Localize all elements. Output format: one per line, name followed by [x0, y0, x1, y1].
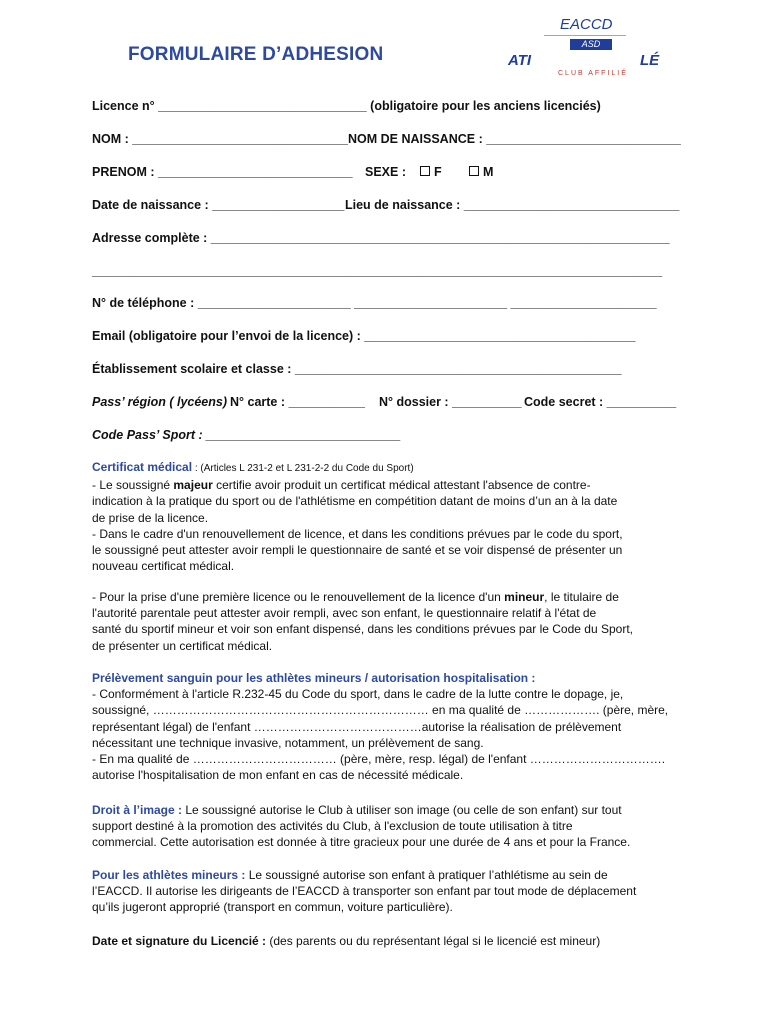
page-title: FORMULAIRE D’ADHESION	[128, 44, 384, 65]
lieu-naissance-field[interactable]: Lieu de naissance : _______________________________	[345, 198, 680, 212]
licence-field[interactable]: Licence n° ______________________________ (obligatoire pour les anciens licenciés)	[92, 99, 601, 113]
prelevement-heading: Prélèvement sanguin pour les athlètes mineurs / autorisation hospitalisation :	[92, 671, 536, 685]
checkbox-m[interactable]	[469, 166, 479, 176]
certificat-mineur-section	[92, 589, 692, 654]
telephone-field[interactable]: N° de téléphone : ______________________ ______________________ _____________________	[92, 296, 657, 310]
athletes-mineurs-line3: qu’ils jugeront approprié (transport en commun, voiture particulière).	[92, 900, 453, 915]
prelevement-line1: - Conformément à l'article R.232-45 du Code du sport, dans le cadre de la lutte contre le dopage, je,	[92, 687, 624, 702]
certificat-p3-text: - Pour la prise d'une première licence ou le renouvellement de la licence d'un	[92, 590, 505, 604]
athletes-mineurs-line1: Le soussigné autorise son enfant à pratiquer l’athlétisme au sein de	[245, 868, 608, 882]
sexe-label: SEXE :	[365, 165, 406, 179]
logo-eaccd: EACCD	[560, 16, 613, 33]
certificat-p3-line4: de présenter un certificat médical.	[92, 638, 273, 653]
droit-image-heading: Droit à l’image :	[92, 803, 183, 817]
droit-image-line1: Le soussigné autorise le Club à utiliser son image (ou celle de son enfant) sur tout	[182, 803, 622, 817]
athletes-mineurs-section	[92, 867, 692, 916]
nom-naissance-field[interactable]: NOM DE NAISSANCE : ____________________________	[348, 132, 681, 146]
prelevement-line2[interactable]: soussigné, …………………………………………………………… en ma qualité de ………………. (père, mère,	[92, 703, 669, 718]
logo-wordmark-right: LÉ	[640, 52, 660, 69]
code-secret-field[interactable]: Code secret : __________	[524, 395, 677, 409]
prelevement-line6: autorise l'hospitalisation de mon enfant en cas de nécessité médicale.	[92, 768, 464, 783]
carte-field[interactable]: N° carte : ___________	[230, 395, 365, 409]
certificat-p2-line1: - Dans le cadre d'un renouvellement de licence, et dans les conditions prévues par le code du sport,	[92, 526, 623, 541]
sexe-m-label: M	[483, 165, 494, 179]
prelevement-section	[92, 670, 692, 783]
logo-divider	[544, 35, 626, 36]
checkbox-f[interactable]	[420, 166, 430, 176]
certificat-p1-line3: de prise de la licence.	[92, 510, 209, 525]
dossier-field[interactable]: N° dossier : __________	[379, 395, 522, 409]
certificat-p2-line3: nouveau certificat médical.	[92, 559, 235, 574]
logo-wordmark-left: ATI	[508, 52, 532, 69]
date-naissance-field[interactable]: Date de naissance : ___________________	[92, 198, 345, 212]
prelevement-line3[interactable]: représentant légal) de l'enfant ……………………………………autorise la réalisation de prélèvement	[92, 719, 622, 734]
droit-image-section	[92, 802, 692, 851]
certificat-heading: Certificat médical	[92, 460, 193, 474]
certificat-p3-text-end: , le titulaire de	[544, 590, 619, 604]
certificat-p2-line2: le soussigné peut attester avoir rempli le questionnaire de santé et se voir dispensé de présenter un	[92, 543, 623, 558]
sexe-f-label: F	[434, 165, 442, 179]
code-pass-sport-field[interactable]: Code Pass’ Sport : ____________________________	[92, 428, 401, 442]
certificat-p1-line2: indication à la pratique du sport ou de l'athlétisme en compétition datant de moins d’un an à la date	[92, 494, 618, 509]
droit-image-line2: support destiné à la promotion des activités du Club, à l'exclusion de toute utilisation à titre	[92, 819, 573, 834]
adresse-line-2[interactable]: __________________________________________________________________________________	[92, 264, 663, 278]
club-logo	[504, 14, 674, 84]
logo-subtitle: CLUB AFFILIÉ	[558, 70, 628, 77]
adresse-field[interactable]: Adresse complète : __________________________________________________________________	[92, 231, 670, 245]
signature-heading: Date et signature du Licencié :	[92, 934, 267, 948]
certificat-p3-line2: l'autorité parentale peut attester avoir rempli, avec son enfant, le questionnaire relatif à l'état de	[92, 606, 597, 621]
prelevement-line5[interactable]: - En ma qualité de ……………………………… (père, mère, resp. légal) de l'enfant …………………………….	[92, 752, 666, 767]
signature-section	[92, 933, 692, 949]
logo-asd-badge: ASD	[570, 39, 612, 50]
prenom-field[interactable]: PRENOM : ____________________________	[92, 165, 353, 179]
certificat-articles: : (Articles L 231-2 et L 231-2-2 du Code du Sport)	[192, 463, 414, 474]
nom-field[interactable]: NOM : _______________________________	[92, 132, 348, 146]
email-field[interactable]: Email (obligatoire pour l’envoi de la licence) : _______________________________________	[92, 329, 636, 343]
sexe-f-option[interactable]	[420, 165, 442, 179]
certificat-mineur: mineur	[504, 590, 545, 604]
athletes-mineurs-line2: l’EACCD. Il autorise les dirigeants de l’EACCD à transporter son enfant par tout mode de déplacement	[92, 884, 637, 899]
certificat-p3-line3: santé du sportif mineur et voir son enfant dispensé, dans les conditions prévues par le Code du Sport,	[92, 622, 633, 637]
signature-note: (des parents ou du représentant légal si le licencié est mineur)	[266, 934, 601, 948]
certificat-p1-text-end: certifie avoir produit un certificat médical attestant l'absence de contre-	[212, 478, 591, 493]
certificat-majeur: majeur	[173, 478, 213, 493]
prelevement-line4: nécessitant une technique invasive, notamment, un prélèvement de sang.	[92, 735, 484, 750]
pass-region-label: Pass’ région ( lycéens)	[92, 395, 228, 409]
certificat-p1-text: - Le soussigné	[92, 478, 174, 493]
athletes-mineurs-heading: Pour les athlètes mineurs :	[92, 868, 246, 882]
droit-image-line3: commercial. Cette autorisation est donnée à titre gracieux pour une durée de 4 ans et pour la France.	[92, 835, 631, 850]
sexe-m-option[interactable]	[469, 165, 493, 179]
etablissement-field[interactable]: Établissement scolaire et classe : _______________________________________________	[92, 362, 622, 376]
certificat-section	[92, 459, 692, 574]
